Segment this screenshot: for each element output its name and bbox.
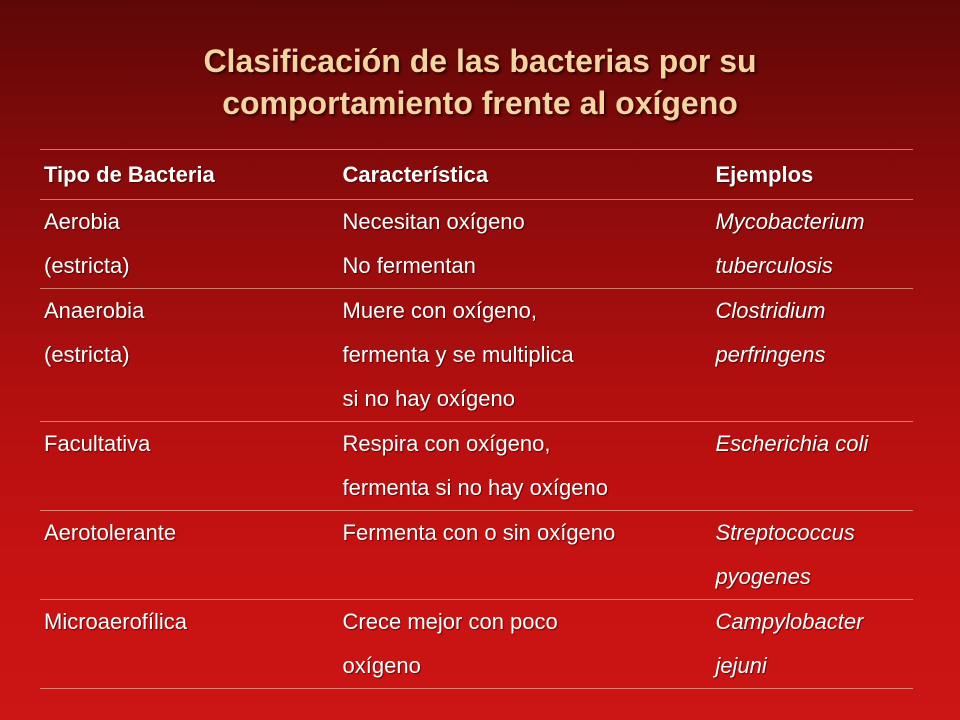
cell-line: Anaerobia bbox=[44, 298, 145, 323]
cell-line: tuberculosis bbox=[715, 253, 833, 278]
table-row bbox=[40, 422, 913, 511]
cell-line: (estricta) bbox=[44, 342, 130, 367]
cell-characteristic bbox=[343, 200, 716, 289]
cell-characteristic bbox=[343, 422, 716, 511]
cell-line: Crece mejor con poco bbox=[342, 609, 558, 634]
cell-line: Microaerofílica bbox=[44, 609, 188, 634]
cell-line: Escherichia coli bbox=[715, 431, 869, 456]
cell-line: Aerobia bbox=[44, 209, 120, 234]
cell-line: pyogenes bbox=[715, 564, 811, 589]
cell-examples bbox=[715, 511, 913, 600]
cell-line: fermenta y se multiplica bbox=[342, 342, 574, 367]
cell-line: No fermentan bbox=[342, 253, 476, 278]
cell-line: oxígeno bbox=[342, 653, 421, 678]
header-examples: Ejemplos bbox=[715, 162, 814, 187]
table-row bbox=[40, 511, 913, 600]
cell-line: perfringens bbox=[715, 342, 826, 367]
table-header-row bbox=[40, 150, 913, 200]
cell-type bbox=[40, 511, 343, 600]
cell-line: jejuni bbox=[715, 653, 767, 678]
cell-characteristic bbox=[343, 511, 716, 600]
cell-type bbox=[40, 200, 343, 289]
classification-table bbox=[40, 149, 913, 689]
cell-characteristic bbox=[343, 289, 716, 422]
cell-examples bbox=[715, 600, 913, 689]
header-type: Tipo de Bacteria bbox=[44, 162, 215, 187]
cell-examples bbox=[715, 200, 913, 289]
cell-line: Mycobacterium bbox=[715, 209, 865, 234]
cell-line: Facultativa bbox=[44, 431, 151, 456]
cell-line: Aerotolerante bbox=[44, 520, 177, 545]
cell-characteristic bbox=[343, 600, 716, 689]
cell-line: Clostridium bbox=[715, 298, 826, 323]
cell-line: si no hay oxígeno bbox=[342, 386, 516, 411]
cell-line: Necesitan oxígeno bbox=[342, 209, 525, 234]
cell-line: Respira con oxígeno, bbox=[342, 431, 551, 456]
table-row bbox=[40, 600, 913, 689]
table-body bbox=[40, 200, 913, 689]
slide-title bbox=[60, 40, 900, 124]
classification-table-container bbox=[40, 149, 913, 689]
cell-line: Muere con oxígeno, bbox=[342, 298, 538, 323]
cell-type bbox=[40, 422, 343, 511]
table-row bbox=[40, 200, 913, 289]
cell-line: Streptococcus bbox=[715, 520, 855, 545]
cell-line: Campylobacter bbox=[715, 609, 864, 634]
cell-line: Fermenta con o sin oxígeno bbox=[342, 520, 616, 545]
cell-type bbox=[40, 289, 343, 422]
cell-examples bbox=[715, 422, 913, 511]
header-characteristic: Característica bbox=[342, 162, 489, 187]
title-line-1: Clasificación de las bacterias por su bbox=[203, 43, 757, 79]
cell-examples bbox=[715, 289, 913, 422]
cell-line: fermenta si no hay oxígeno bbox=[342, 475, 608, 500]
table-row bbox=[40, 289, 913, 422]
cell-line: (estricta) bbox=[44, 253, 130, 278]
title-line-2: comportamiento frente al oxígeno bbox=[222, 85, 738, 121]
cell-type bbox=[40, 600, 343, 689]
